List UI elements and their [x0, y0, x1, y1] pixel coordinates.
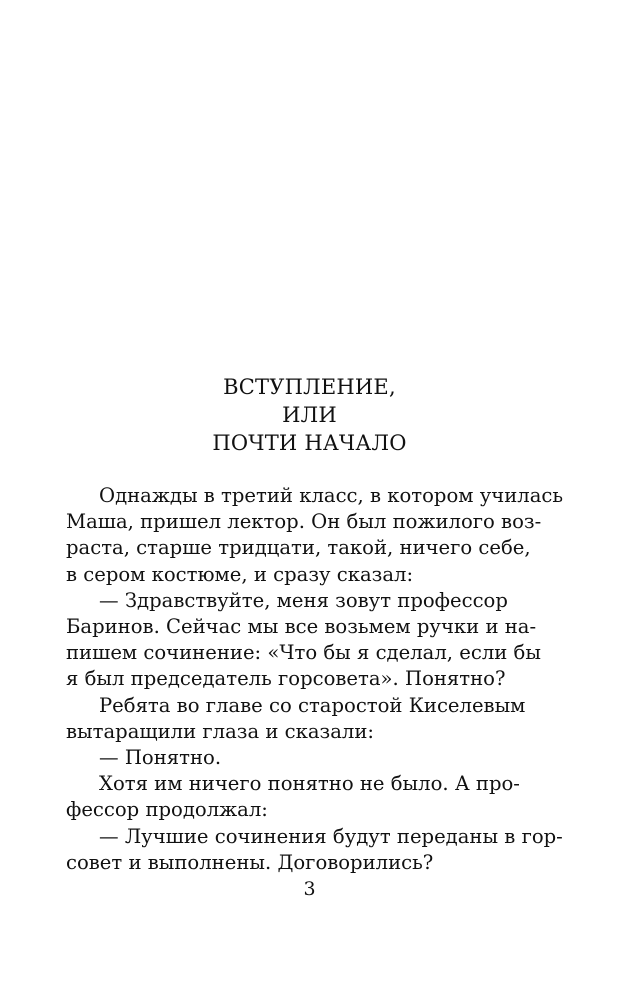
text-line: фессор продолжал: — [66, 798, 268, 822]
text-line: Хотя им ничего понятно не было. А про- — [99, 772, 520, 796]
heading-line-3: ПОЧТИ НАЧАЛО — [212, 431, 407, 455]
text-line: — Понятно. — [99, 746, 222, 770]
paragraph-3 — [66, 693, 536, 745]
paragraph-2 — [66, 588, 541, 693]
paragraph-6 — [66, 824, 563, 876]
page-number: 3 — [303, 878, 316, 900]
heading-line-1: ВСТУПЛЕНИЕ, — [223, 375, 396, 399]
chapter-heading — [0, 373, 619, 457]
text-line: Маша, пришел лектор. Он был пожилого воз- — [66, 510, 542, 534]
text-line: я был председатель горсовета». Понятно? — [66, 667, 506, 691]
paragraph-5 — [66, 771, 536, 823]
heading-line-2: ИЛИ — [282, 403, 337, 427]
text-line: вытаращили глаза и сказали: — [66, 719, 375, 743]
body-text — [66, 483, 564, 876]
paragraph-4 — [66, 745, 536, 771]
text-line: в сером костюме, и сразу сказал: — [66, 562, 414, 586]
text-line: пишем сочинение: «Что бы я сделал, если бы — [66, 641, 541, 665]
text-line: Однажды в третий класс, в котором училась — [99, 484, 564, 507]
text-line: Баринов. Сейчас мы все возьмем ручки и на- — [66, 615, 537, 639]
text-line: — Лучшие сочинения будут переданы в гор- — [99, 824, 563, 848]
text-line: Ребята во главе со старостой Киселевым — [99, 693, 526, 717]
text-line: раста, старше тридцати, такой, ничего себе, — [66, 536, 531, 560]
text-line: — Здравствуйте, меня зовут профессор — [99, 588, 508, 612]
text-line: совет и выполнены. Договорились? — [66, 850, 434, 874]
paragraph-1 — [66, 483, 564, 588]
